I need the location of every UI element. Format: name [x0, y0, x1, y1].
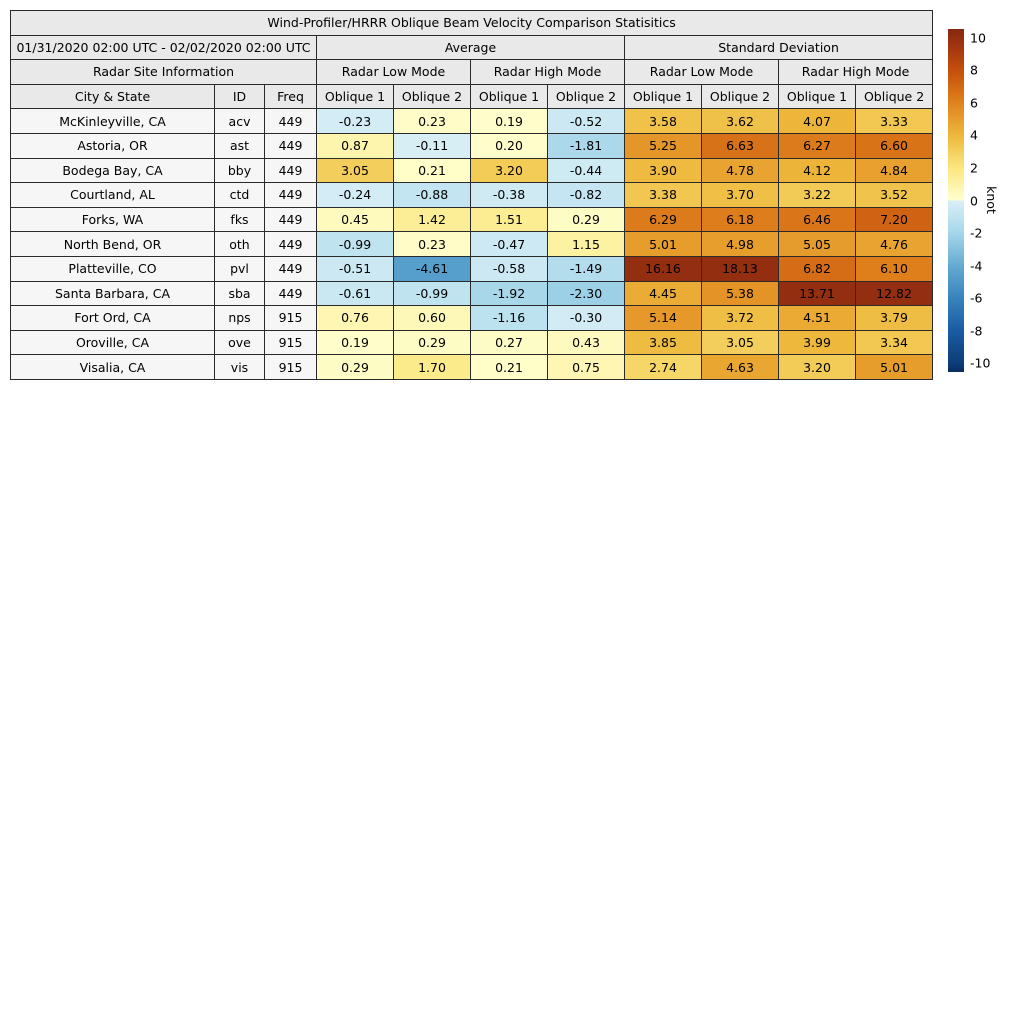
value-cell: 3.33 [856, 109, 933, 134]
title-row [11, 11, 933, 36]
value-cell: 6.60 [856, 133, 933, 158]
group-header-std: Standard Deviation [625, 35, 933, 60]
col-header-oblique: Oblique 2 [394, 84, 471, 109]
date-range: 01/31/2020 02:00 UTC - 02/02/2020 02:00 UTC [11, 35, 317, 60]
value-cell: 3.70 [702, 183, 779, 208]
value-cell: 12.82 [856, 281, 933, 306]
col-header-oblique: Oblique 1 [625, 84, 702, 109]
city-cell: McKinleyville, CA [11, 109, 215, 134]
value-cell: 4.78 [702, 158, 779, 183]
value-cell: -0.88 [394, 183, 471, 208]
value-cell: -1.92 [471, 281, 548, 306]
value-cell: 6.82 [779, 256, 856, 281]
site-id-cell: vis [215, 355, 265, 380]
table-row [11, 158, 933, 183]
value-cell: 4.12 [779, 158, 856, 183]
value-cell: 18.13 [702, 256, 779, 281]
site-id-cell: bby [215, 158, 265, 183]
colorbar-tick-label: 0 [970, 193, 978, 208]
freq-cell: 449 [265, 109, 317, 134]
value-cell: 1.42 [394, 207, 471, 232]
value-cell: 0.23 [394, 109, 471, 134]
colorbar-tick-label: -2 [970, 225, 983, 241]
colorbar-tick-label: 4 [970, 127, 978, 143]
value-cell: 0.23 [394, 232, 471, 257]
table-row [11, 109, 933, 134]
value-cell: 3.38 [625, 183, 702, 208]
value-cell: 3.20 [471, 158, 548, 183]
value-cell: 5.05 [779, 232, 856, 257]
col-header-city: City & State [11, 84, 215, 109]
value-cell: 4.76 [856, 232, 933, 257]
value-cell: 1.51 [471, 207, 548, 232]
site-id-cell: ctd [215, 183, 265, 208]
col-header-oblique: Oblique 2 [702, 84, 779, 109]
col-header-oblique: Oblique 1 [317, 84, 394, 109]
colorbar-tick-label: 6 [970, 95, 978, 111]
stats-table [10, 10, 933, 380]
value-cell: 0.87 [317, 133, 394, 158]
value-cell: 0.60 [394, 306, 471, 331]
value-cell: -0.23 [317, 109, 394, 134]
value-cell: 4.51 [779, 306, 856, 331]
value-cell: -0.99 [317, 232, 394, 257]
value-cell: 6.46 [779, 207, 856, 232]
value-cell: 0.21 [471, 355, 548, 380]
value-cell: -0.30 [548, 306, 625, 331]
value-cell: -1.16 [471, 306, 548, 331]
value-cell: -0.61 [317, 281, 394, 306]
table-row [11, 355, 933, 380]
colorbar-tick-label: -10 [970, 355, 991, 371]
site-id-cell: ast [215, 133, 265, 158]
col-header-id: ID [215, 84, 265, 109]
value-cell: 0.29 [394, 330, 471, 355]
table-title: Wind-Profiler/HRRR Oblique Beam Velocity Comparison Statisitics [11, 11, 933, 36]
value-cell: 5.14 [625, 306, 702, 331]
value-cell: 3.72 [702, 306, 779, 331]
value-cell: 5.01 [625, 232, 702, 257]
value-cell: 0.19 [317, 330, 394, 355]
value-cell: 6.27 [779, 133, 856, 158]
city-cell: Platteville, CO [11, 256, 215, 281]
value-cell: 6.10 [856, 256, 933, 281]
value-cell: 5.38 [702, 281, 779, 306]
value-cell: 16.16 [625, 256, 702, 281]
value-cell: -2.30 [548, 281, 625, 306]
value-cell: 4.45 [625, 281, 702, 306]
city-cell: Forks, WA [11, 207, 215, 232]
value-cell: 3.79 [856, 306, 933, 331]
value-cell: 4.84 [856, 158, 933, 183]
city-cell: Bodega Bay, CA [11, 158, 215, 183]
freq-cell: 915 [265, 330, 317, 355]
value-cell: -0.52 [548, 109, 625, 134]
mode-header-avg-low: Radar Low Mode [317, 60, 471, 85]
value-cell: 0.76 [317, 306, 394, 331]
value-cell: -0.11 [394, 133, 471, 158]
value-cell: 0.21 [394, 158, 471, 183]
value-cell: 13.71 [779, 281, 856, 306]
value-cell: -1.81 [548, 133, 625, 158]
value-cell: 2.74 [625, 355, 702, 380]
colorbar-tick-label: -8 [970, 323, 983, 339]
table-row [11, 232, 933, 257]
value-cell: -0.82 [548, 183, 625, 208]
colorbar-tick-label: 2 [970, 160, 978, 176]
col-header-freq: Freq [265, 84, 317, 109]
table-body [11, 109, 933, 380]
freq-cell: 449 [265, 256, 317, 281]
value-cell: 3.05 [702, 330, 779, 355]
site-id-cell: nps [215, 306, 265, 331]
table-row [11, 306, 933, 331]
value-cell: 4.63 [702, 355, 779, 380]
value-cell: 3.99 [779, 330, 856, 355]
site-id-cell: oth [215, 232, 265, 257]
value-cell: 0.19 [471, 109, 548, 134]
value-cell: -0.51 [317, 256, 394, 281]
table-row [11, 256, 933, 281]
site-info-header: Radar Site Information [11, 60, 317, 85]
value-cell: 3.85 [625, 330, 702, 355]
colorbar-axis-label: knot [984, 186, 999, 214]
table-row [11, 183, 933, 208]
city-cell: Fort Ord, CA [11, 306, 215, 331]
value-cell: 0.29 [317, 355, 394, 380]
col-header-oblique: Oblique 1 [471, 84, 548, 109]
colorbar-tick-label: 8 [970, 62, 978, 78]
value-cell: 3.58 [625, 109, 702, 134]
value-cell: -0.99 [394, 281, 471, 306]
col-header-oblique: Oblique 2 [548, 84, 625, 109]
colorbar [948, 29, 964, 372]
value-cell: 3.05 [317, 158, 394, 183]
site-id-cell: ove [215, 330, 265, 355]
site-id-cell: pvl [215, 256, 265, 281]
city-cell: Oroville, CA [11, 330, 215, 355]
value-cell: 6.29 [625, 207, 702, 232]
value-cell: 0.75 [548, 355, 625, 380]
value-cell: -4.61 [394, 256, 471, 281]
freq-cell: 449 [265, 158, 317, 183]
value-cell: 0.27 [471, 330, 548, 355]
value-cell: 3.52 [856, 183, 933, 208]
table-row [11, 207, 933, 232]
value-cell: -0.24 [317, 183, 394, 208]
mode-header-std-high: Radar High Mode [779, 60, 933, 85]
city-cell: Santa Barbara, CA [11, 281, 215, 306]
freq-cell: 449 [265, 183, 317, 208]
value-cell: 0.45 [317, 207, 394, 232]
table-row [11, 330, 933, 355]
value-cell: 1.15 [548, 232, 625, 257]
site-id-cell: acv [215, 109, 265, 134]
value-cell: 3.22 [779, 183, 856, 208]
value-cell: 6.63 [702, 133, 779, 158]
city-cell: Courtland, AL [11, 183, 215, 208]
value-cell: 0.43 [548, 330, 625, 355]
col-header-oblique: Oblique 2 [856, 84, 933, 109]
value-cell: -1.49 [548, 256, 625, 281]
city-cell: Visalia, CA [11, 355, 215, 380]
value-cell: -0.44 [548, 158, 625, 183]
freq-cell: 449 [265, 281, 317, 306]
value-cell: -0.58 [471, 256, 548, 281]
freq-cell: 915 [265, 355, 317, 380]
colorbar-tick-label: -6 [970, 290, 983, 306]
group-header-average: Average [317, 35, 625, 60]
freq-cell: 449 [265, 207, 317, 232]
value-cell: 3.90 [625, 158, 702, 183]
value-cell: 5.25 [625, 133, 702, 158]
value-cell: 0.20 [471, 133, 548, 158]
freq-cell: 915 [265, 306, 317, 331]
value-cell: 1.70 [394, 355, 471, 380]
value-cell: 4.98 [702, 232, 779, 257]
mode-header-row [11, 60, 933, 85]
value-cell: 3.20 [779, 355, 856, 380]
freq-cell: 449 [265, 232, 317, 257]
value-cell: 0.29 [548, 207, 625, 232]
value-cell: -0.38 [471, 183, 548, 208]
value-cell: 7.20 [856, 207, 933, 232]
city-cell: North Bend, OR [11, 232, 215, 257]
colorbar-tick-label: 10 [970, 30, 986, 46]
group-header-row [11, 35, 933, 60]
value-cell: 5.01 [856, 355, 933, 380]
site-id-cell: fks [215, 207, 265, 232]
colorbar-tick-label: -4 [970, 258, 983, 274]
value-cell: -0.47 [471, 232, 548, 257]
col-header-oblique: Oblique 1 [779, 84, 856, 109]
value-cell: 6.18 [702, 207, 779, 232]
value-cell: 3.62 [702, 109, 779, 134]
site-id-cell: sba [215, 281, 265, 306]
freq-cell: 449 [265, 133, 317, 158]
value-cell: 4.07 [779, 109, 856, 134]
city-cell: Astoria, OR [11, 133, 215, 158]
value-cell: 3.34 [856, 330, 933, 355]
table-row [11, 281, 933, 306]
mode-header-avg-high: Radar High Mode [471, 60, 625, 85]
mode-header-std-low: Radar Low Mode [625, 60, 779, 85]
column-header-row [11, 84, 933, 109]
table-row [11, 133, 933, 158]
